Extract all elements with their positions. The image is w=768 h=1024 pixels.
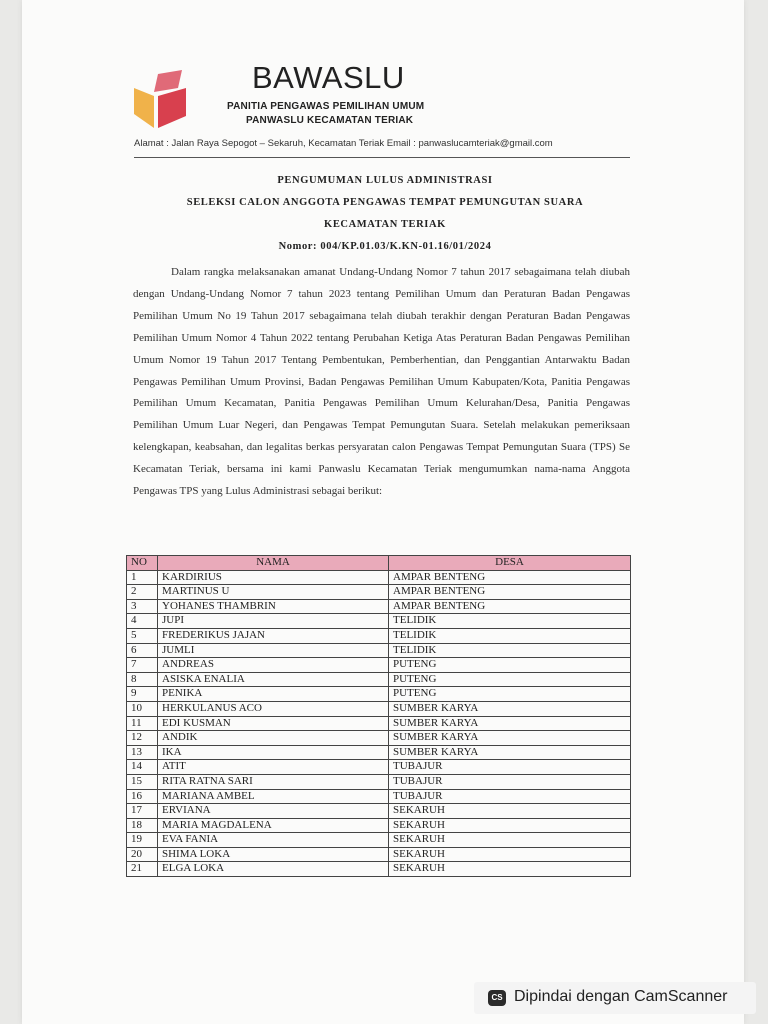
- cell-no: 4: [127, 614, 158, 629]
- cell-desa: PUTENG: [389, 687, 631, 702]
- cell-desa: SUMBER KARYA: [389, 716, 631, 731]
- cell-desa: SUMBER KARYA: [389, 731, 631, 746]
- table-header-row: [127, 556, 631, 571]
- table-row: [127, 570, 631, 585]
- cell-nama: PENIKA: [158, 687, 389, 702]
- cell-no: 1: [127, 570, 158, 585]
- cell-nama: RITA RATNA SARI: [158, 774, 389, 789]
- cell-no: 15: [127, 774, 158, 789]
- table-body: [127, 570, 631, 876]
- table-row: [127, 760, 631, 775]
- cell-desa: TELIDIK: [389, 614, 631, 629]
- cell-desa: SEKARUH: [389, 847, 631, 862]
- cell-no: 3: [127, 599, 158, 614]
- cell-nama: KARDIRIUS: [158, 570, 389, 585]
- cell-desa: TUBAJUR: [389, 760, 631, 775]
- cell-nama: JUMLI: [158, 643, 389, 658]
- camscanner-text: Dipindai dengan CamScanner: [514, 988, 728, 1005]
- header-no: NO: [127, 556, 158, 571]
- table-row: [127, 585, 631, 600]
- table-row: [127, 614, 631, 629]
- cell-desa: TELIDIK: [389, 628, 631, 643]
- table-row: [127, 833, 631, 848]
- cell-nama: FREDERIKUS JAJAN: [158, 628, 389, 643]
- announcement-titles: [120, 170, 650, 258]
- cell-no: 17: [127, 804, 158, 819]
- cell-no: 20: [127, 847, 158, 862]
- logo-top-tile: [154, 70, 182, 92]
- cell-nama: IKA: [158, 745, 389, 760]
- cell-desa: TUBAJUR: [389, 774, 631, 789]
- cell-nama: ERVIANA: [158, 804, 389, 819]
- bawaslu-logo: [130, 68, 206, 134]
- camscanner-icon: CS: [488, 990, 506, 1006]
- header-nama: NAMA: [158, 556, 389, 571]
- cell-nama: MARIANA AMBEL: [158, 789, 389, 804]
- cell-nama: JUPI: [158, 614, 389, 629]
- cell-no: 9: [127, 687, 158, 702]
- cell-desa: SEKARUH: [389, 862, 631, 877]
- table-row: [127, 847, 631, 862]
- cell-nama: MARTINUS U: [158, 585, 389, 600]
- cell-desa: TELIDIK: [389, 643, 631, 658]
- cell-nama: ANDREAS: [158, 658, 389, 673]
- cell-desa: SEKARUH: [389, 833, 631, 848]
- cell-no: 5: [127, 628, 158, 643]
- cell-desa: PUTENG: [389, 658, 631, 673]
- table-row: [127, 658, 631, 673]
- cell-no: 7: [127, 658, 158, 673]
- table-row: [127, 672, 631, 687]
- cell-desa: SUMBER KARYA: [389, 745, 631, 760]
- title-line1: PENGUMUMAN LULUS ADMINISTRASI: [277, 175, 493, 186]
- table-row: [127, 643, 631, 658]
- table-row: [127, 789, 631, 804]
- letterhead-line2: PANWASLU KECAMATAN TERIAK: [246, 115, 414, 126]
- cell-nama: ATIT: [158, 760, 389, 775]
- cell-desa: SUMBER KARYA: [389, 701, 631, 716]
- letterhead-divider: [134, 157, 630, 158]
- cell-nama: SHIMA LOKA: [158, 847, 389, 862]
- brand-title: BAWASLU: [252, 60, 405, 95]
- table-row: [127, 599, 631, 614]
- cell-desa: AMPAR BENTENG: [389, 570, 631, 585]
- cell-desa: AMPAR BENTENG: [389, 599, 631, 614]
- cell-no: 2: [127, 585, 158, 600]
- title-line2: SELEKSI CALON ANGGOTA PENGAWAS TEMPAT PEMUNGUTAN SUARA: [186, 197, 584, 208]
- cell-nama: MARIA MAGDALENA: [158, 818, 389, 833]
- cell-no: 10: [127, 701, 158, 716]
- cell-desa: TUBAJUR: [389, 789, 631, 804]
- table-row: [127, 628, 631, 643]
- cell-nama: HERKULANUS ACO: [158, 701, 389, 716]
- table-row: [127, 818, 631, 833]
- letterhead-address: Alamat : Jalan Raya Sepogot – Sekaruh, Kecamatan Teriak Email : panwaslucamteriak@gmail.com: [134, 138, 553, 149]
- cell-nama: EDI KUSMAN: [158, 716, 389, 731]
- camscanner-watermark: [474, 982, 756, 1014]
- logo-right-face: [158, 88, 186, 128]
- announcement-body: Dalam rangka melaksanakan amanat Undang-Undang Nomor 7 tahun 2017 sebagaimana telah diubah dengan Undang-Undang Nomor 7 tahun 2023 tentang Pemilihan Umum dan Peraturan Badan Pengawas Pemilihan Umum No 19 Tahun 2017 sebagaimana telah diubah terakhir dengan Peraturan Badan Pengawas Pemilihan Umum Nomor 4 Tahun 2022 tentang Perubahan Ketiga Atas Peraturan Badan Pengawas Pemilihan Umum Nomor 19 Tahun 2017 Tentang Pembentukan, Pemberhentian, dan Penggantian Antarwaktu Badan Pengawas Pemilihan Umum Provinsi, Badan Pengawas Pemilihan Umum Kabupaten/Kota, Panitia Pengawas Pemilihan Umum Kecamatan, Panitia Pengawas Pemilihan Umum Kelurahan/Desa, Panitia Pengawas Pemilihan Umum Luar Negeri, dan Pengawas Tempat Pemungutan Suara. Setelah melakukan pemeriksaan kelengkapan, keabsahan, dan legalitas berkas persyaratan calon Pengawas Tempat Pemungutan Suara (TPS) Se Kecamatan Teriak, bersama ini kami Panwaslu Kecamatan Teriak mengumumkan nama-nama Anggota Pengawas TPS yang Lulus Administrasi sebagai berikut:: [133, 266, 630, 498]
- cell-desa: PUTENG: [389, 672, 631, 687]
- cell-no: 16: [127, 789, 158, 804]
- cell-desa: SEKARUH: [389, 818, 631, 833]
- cell-nama: YOHANES THAMBRIN: [158, 599, 389, 614]
- table-row: [127, 701, 631, 716]
- table-row: [127, 804, 631, 819]
- letter-number: Nomor: 004/KP.01.03/K.KN-01.16/01/2024: [278, 241, 492, 252]
- cell-nama: ASISKA ENALIA: [158, 672, 389, 687]
- cell-nama: ELGA LOKA: [158, 862, 389, 877]
- cell-no: 12: [127, 731, 158, 746]
- cell-nama: ANDIK: [158, 731, 389, 746]
- title-line3: KECAMATAN TERIAK: [324, 219, 446, 230]
- cell-desa: SEKARUH: [389, 804, 631, 819]
- cell-no: 6: [127, 643, 158, 658]
- letterhead-line1: PANITIA PENGAWAS PEMILIHAN UMUM: [227, 101, 425, 112]
- table-row: [127, 862, 631, 877]
- cell-no: 13: [127, 745, 158, 760]
- cell-nama: EVA FANIA: [158, 833, 389, 848]
- cell-no: 19: [127, 833, 158, 848]
- cell-no: 18: [127, 818, 158, 833]
- cell-desa: AMPAR BENTENG: [389, 585, 631, 600]
- table-row: [127, 745, 631, 760]
- cell-no: 8: [127, 672, 158, 687]
- header-desa: DESA: [389, 556, 631, 571]
- cell-no: 14: [127, 760, 158, 775]
- cell-no: 21: [127, 862, 158, 877]
- table-row: [127, 774, 631, 789]
- cell-no: 11: [127, 716, 158, 731]
- results-table: [126, 555, 631, 877]
- table-row: [127, 687, 631, 702]
- table-row: [127, 716, 631, 731]
- logo-left-face: [134, 88, 154, 128]
- table-row: [127, 731, 631, 746]
